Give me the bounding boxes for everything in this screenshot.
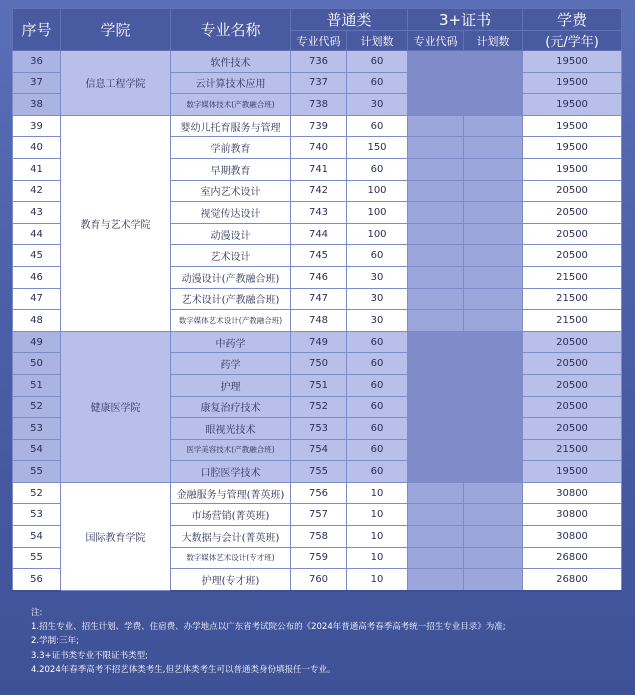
cert-plan bbox=[464, 310, 523, 332]
cert-code bbox=[408, 331, 464, 353]
notes-line: 2.学制:三年; bbox=[31, 636, 79, 647]
major-name: 早期教育 bbox=[171, 158, 291, 180]
cert-plan bbox=[464, 51, 523, 73]
cert-plan bbox=[464, 137, 523, 159]
fee-value: 19500 bbox=[523, 115, 622, 137]
row-index: 56 bbox=[13, 569, 61, 591]
regular-plan: 60 bbox=[347, 51, 408, 73]
cert-code bbox=[408, 288, 464, 310]
fee-value: 20500 bbox=[523, 418, 622, 440]
cert-plan bbox=[464, 461, 523, 483]
regular-code: 741 bbox=[291, 158, 347, 180]
notes bbox=[31, 606, 621, 677]
cert-code bbox=[408, 94, 464, 116]
row-index: 55 bbox=[13, 547, 61, 569]
major-name: 口腔医学技术 bbox=[171, 461, 291, 483]
major-name: 视觉传达设计 bbox=[171, 202, 291, 224]
major-name: 护理 bbox=[171, 374, 291, 396]
regular-code: 745 bbox=[291, 245, 347, 267]
cert-plan bbox=[464, 266, 523, 288]
regular-code: 760 bbox=[291, 569, 347, 591]
header-regular-code: 专业代码 bbox=[291, 31, 347, 51]
cert-plan bbox=[464, 418, 523, 440]
fee-value: 30800 bbox=[523, 482, 622, 504]
cert-code bbox=[408, 418, 464, 440]
regular-plan: 30 bbox=[347, 288, 408, 310]
cert-plan bbox=[464, 245, 523, 267]
fee-value: 20500 bbox=[523, 245, 622, 267]
major-name: 室内艺术设计 bbox=[171, 180, 291, 202]
notes-title: 注: bbox=[31, 608, 43, 618]
regular-code: 758 bbox=[291, 526, 347, 548]
major-name: 医学美容技术(产教融合班) bbox=[171, 439, 291, 461]
row-index: 44 bbox=[13, 223, 61, 245]
regular-plan: 30 bbox=[347, 310, 408, 332]
cert-plan bbox=[464, 569, 523, 591]
row-index: 53 bbox=[13, 418, 61, 440]
cert-code bbox=[408, 353, 464, 375]
fee-value: 26800 bbox=[523, 569, 622, 591]
cert-plan bbox=[464, 202, 523, 224]
fee-value: 20500 bbox=[523, 223, 622, 245]
regular-plan: 100 bbox=[347, 223, 408, 245]
cert-code bbox=[408, 180, 464, 202]
major-name: 软件技术 bbox=[171, 51, 291, 73]
row-index: 46 bbox=[13, 266, 61, 288]
regular-code: 749 bbox=[291, 331, 347, 353]
regular-code: 748 bbox=[291, 310, 347, 332]
table-row bbox=[13, 331, 622, 353]
cert-plan bbox=[464, 439, 523, 461]
regular-plan: 10 bbox=[347, 547, 408, 569]
fee-value: 19500 bbox=[523, 137, 622, 159]
regular-code: 738 bbox=[291, 94, 347, 116]
table-row bbox=[13, 482, 622, 504]
regular-code: 755 bbox=[291, 461, 347, 483]
regular-code: 747 bbox=[291, 288, 347, 310]
row-index: 52 bbox=[13, 482, 61, 504]
major-name: 数字媒体技术(产教融合班) bbox=[171, 94, 291, 116]
college-name: 教育与艺术学院 bbox=[61, 115, 171, 331]
cert-code bbox=[408, 569, 464, 591]
row-index: 37 bbox=[13, 72, 61, 94]
cert-code bbox=[408, 547, 464, 569]
cert-plan bbox=[464, 526, 523, 548]
notes-line: 4.2024年春季高考不招艺体类考生,但艺体类考生可以普通类身份填报任一专业。 bbox=[31, 664, 336, 675]
major-name: 艺术设计 bbox=[171, 245, 291, 267]
table-row bbox=[13, 115, 622, 137]
fee-value: 20500 bbox=[523, 331, 622, 353]
cert-code bbox=[408, 137, 464, 159]
cert-plan bbox=[464, 396, 523, 418]
row-index: 42 bbox=[13, 180, 61, 202]
row-index: 36 bbox=[13, 51, 61, 73]
regular-code: 754 bbox=[291, 439, 347, 461]
fee-value: 20500 bbox=[523, 180, 622, 202]
cert-code bbox=[408, 396, 464, 418]
cert-code bbox=[408, 223, 464, 245]
regular-code: 752 bbox=[291, 396, 347, 418]
major-name: 金融服务与管理(菁英班) bbox=[171, 482, 291, 504]
regular-plan: 30 bbox=[347, 266, 408, 288]
major-name: 动漫设计 bbox=[171, 223, 291, 245]
regular-code: 753 bbox=[291, 418, 347, 440]
fee-value: 19500 bbox=[523, 461, 622, 483]
cert-plan bbox=[464, 223, 523, 245]
notes-line: 1.招生专业、招生计划、学费、住宿费、办学地点以广东省考试院公布的《2024年普通高考春季高考统一招生专业目录》为准; bbox=[31, 622, 506, 633]
cert-plan bbox=[464, 72, 523, 94]
header-cert: 3+证书 bbox=[408, 9, 523, 31]
fee-value: 26800 bbox=[523, 547, 622, 569]
cert-plan bbox=[464, 547, 523, 569]
regular-code: 740 bbox=[291, 137, 347, 159]
regular-code: 743 bbox=[291, 202, 347, 224]
cert-plan bbox=[464, 94, 523, 116]
row-index: 41 bbox=[13, 158, 61, 180]
fee-value: 21500 bbox=[523, 310, 622, 332]
regular-plan: 150 bbox=[347, 137, 408, 159]
header-fee: 学费 bbox=[523, 9, 622, 31]
regular-plan: 60 bbox=[347, 461, 408, 483]
fee-value: 20500 bbox=[523, 202, 622, 224]
header-cert-code: 专业代码 bbox=[408, 31, 464, 51]
fee-value: 19500 bbox=[523, 51, 622, 73]
enrollment-table bbox=[12, 8, 622, 592]
regular-plan: 10 bbox=[347, 482, 408, 504]
header-cert-plan: 计划数 bbox=[464, 31, 523, 51]
row-index: 47 bbox=[13, 288, 61, 310]
header-fee-unit: (元/学年) bbox=[523, 31, 622, 51]
fee-value: 20500 bbox=[523, 396, 622, 418]
fee-value: 21500 bbox=[523, 439, 622, 461]
row-index: 39 bbox=[13, 115, 61, 137]
fee-value: 30800 bbox=[523, 526, 622, 548]
fee-value: 20500 bbox=[523, 374, 622, 396]
major-name: 婴幼儿托育服务与管理 bbox=[171, 115, 291, 137]
regular-code: 739 bbox=[291, 115, 347, 137]
table-row bbox=[13, 51, 622, 73]
major-name: 学前教育 bbox=[171, 137, 291, 159]
cert-plan bbox=[464, 288, 523, 310]
regular-plan: 60 bbox=[347, 115, 408, 137]
regular-code: 750 bbox=[291, 353, 347, 375]
regular-plan: 60 bbox=[347, 331, 408, 353]
major-name: 大数据与会计(菁英班) bbox=[171, 526, 291, 548]
cert-code bbox=[408, 158, 464, 180]
college-name: 信息工程学院 bbox=[61, 51, 171, 116]
row-index: 53 bbox=[13, 504, 61, 526]
regular-plan: 60 bbox=[347, 396, 408, 418]
regular-code: 737 bbox=[291, 72, 347, 94]
regular-plan: 60 bbox=[347, 245, 408, 267]
header-major: 专业名称 bbox=[171, 9, 291, 51]
row-index: 43 bbox=[13, 202, 61, 224]
regular-code: 746 bbox=[291, 266, 347, 288]
table-body bbox=[13, 51, 622, 591]
regular-plan: 60 bbox=[347, 374, 408, 396]
major-name: 数字媒体艺术设计(产教融合班) bbox=[171, 310, 291, 332]
major-name: 云计算技术应用 bbox=[171, 72, 291, 94]
cert-plan bbox=[464, 180, 523, 202]
fee-value: 19500 bbox=[523, 72, 622, 94]
fee-value: 30800 bbox=[523, 504, 622, 526]
major-name: 数字媒体艺术设计(专才班) bbox=[171, 547, 291, 569]
cert-code bbox=[408, 310, 464, 332]
regular-code: 744 bbox=[291, 223, 347, 245]
row-index: 45 bbox=[13, 245, 61, 267]
row-index: 54 bbox=[13, 439, 61, 461]
fee-value: 21500 bbox=[523, 266, 622, 288]
cert-code bbox=[408, 72, 464, 94]
regular-code: 742 bbox=[291, 180, 347, 202]
regular-plan: 10 bbox=[347, 526, 408, 548]
major-name: 动漫设计(产教融合班) bbox=[171, 266, 291, 288]
college-name: 健康医学院 bbox=[61, 331, 171, 482]
regular-code: 751 bbox=[291, 374, 347, 396]
fee-value: 20500 bbox=[523, 353, 622, 375]
college-name: 国际教育学院 bbox=[61, 482, 171, 590]
regular-code: 759 bbox=[291, 547, 347, 569]
cert-code bbox=[408, 245, 464, 267]
regular-plan: 60 bbox=[347, 158, 408, 180]
row-index: 49 bbox=[13, 331, 61, 353]
major-name: 康复治疗技术 bbox=[171, 396, 291, 418]
regular-plan: 30 bbox=[347, 94, 408, 116]
regular-plan: 10 bbox=[347, 569, 408, 591]
header-college: 学院 bbox=[61, 9, 171, 51]
notes-line: 3.3+证书类专业不限证书类型; bbox=[31, 650, 149, 661]
row-index: 40 bbox=[13, 137, 61, 159]
regular-code: 756 bbox=[291, 482, 347, 504]
regular-plan: 100 bbox=[347, 202, 408, 224]
major-name: 眼视光技术 bbox=[171, 418, 291, 440]
row-index: 48 bbox=[13, 310, 61, 332]
major-name: 中药学 bbox=[171, 331, 291, 353]
regular-plan: 60 bbox=[347, 439, 408, 461]
regular-plan: 10 bbox=[347, 504, 408, 526]
cert-plan bbox=[464, 353, 523, 375]
regular-plan: 60 bbox=[347, 353, 408, 375]
cert-code bbox=[408, 51, 464, 73]
header-regular: 普通类 bbox=[291, 9, 408, 31]
cert-code bbox=[408, 482, 464, 504]
row-index: 38 bbox=[13, 94, 61, 116]
row-index: 51 bbox=[13, 374, 61, 396]
cert-plan bbox=[464, 374, 523, 396]
cert-code bbox=[408, 504, 464, 526]
cert-code bbox=[408, 461, 464, 483]
cert-code bbox=[408, 115, 464, 137]
cert-code bbox=[408, 374, 464, 396]
fee-value: 21500 bbox=[523, 288, 622, 310]
major-name: 护理(专才班) bbox=[171, 569, 291, 591]
fee-value: 19500 bbox=[523, 158, 622, 180]
regular-code: 757 bbox=[291, 504, 347, 526]
row-index: 52 bbox=[13, 396, 61, 418]
regular-plan: 60 bbox=[347, 418, 408, 440]
major-name: 药学 bbox=[171, 353, 291, 375]
cert-plan bbox=[464, 504, 523, 526]
cert-code bbox=[408, 266, 464, 288]
row-index: 55 bbox=[13, 461, 61, 483]
cert-code bbox=[408, 439, 464, 461]
regular-plan: 60 bbox=[347, 72, 408, 94]
row-index: 50 bbox=[13, 353, 61, 375]
cert-code bbox=[408, 526, 464, 548]
regular-code: 736 bbox=[291, 51, 347, 73]
cert-plan bbox=[464, 331, 523, 353]
major-name: 市场营销(菁英班) bbox=[171, 504, 291, 526]
regular-plan: 100 bbox=[347, 180, 408, 202]
major-name: 艺术设计(产教融合班) bbox=[171, 288, 291, 310]
header-regular-plan: 计划数 bbox=[347, 31, 408, 51]
header-index: 序号 bbox=[13, 9, 61, 51]
cert-plan bbox=[464, 158, 523, 180]
row-index: 54 bbox=[13, 526, 61, 548]
cert-plan bbox=[464, 482, 523, 504]
cert-code bbox=[408, 202, 464, 224]
cert-plan bbox=[464, 115, 523, 137]
fee-value: 19500 bbox=[523, 94, 622, 116]
